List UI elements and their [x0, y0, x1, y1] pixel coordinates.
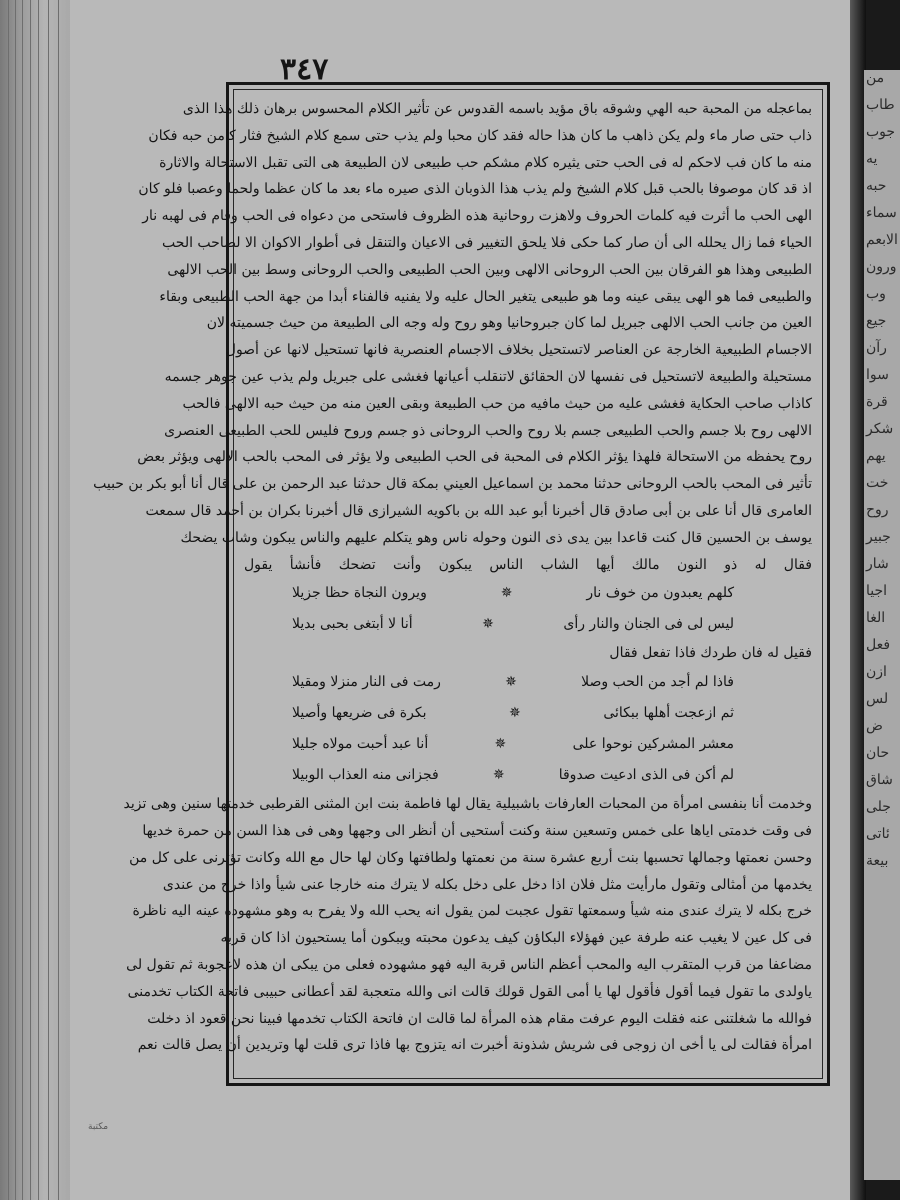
- facing-page-fragment: من: [866, 70, 885, 86]
- hemistich-right: معشر المشركين نوحوا على: [572, 736, 734, 753]
- body-paragraph-top: [93, 96, 812, 578]
- verse-separator-icon: ✵: [492, 767, 505, 784]
- text-line: بماعجله من المحبة حبه الهي وشوقه باق مؤيد باسمه القدوس عن تأثير الكلام المحسوس برهان ذلك هذا الذى: [182, 101, 812, 117]
- poem-block-1: [244, 578, 812, 640]
- text-line: ياولدى ما تقول فيما أقول فأقول لها يا أمى القول قولك قالت انى والله متعجبة لقد أعطانى حبيبى فاتحة الكتاب تخدمنى: [127, 983, 812, 1000]
- hemistich-right: ليس لى فى الجنان والنار رأى: [563, 616, 734, 633]
- text-line: ذاب حتى صار ماء ولم يكن ذاهب ما كان هذا حاله فقد كان محبا ولم يذب حتى سمع كلام الشيخ فثار كامن حبه فكان: [148, 127, 812, 144]
- text-line: فقال له ذو النون مالك أيها الشاب الناس يبكون وأنت تضحك فأنشأ يقول: [244, 556, 812, 573]
- hemistich-left: رمت فى النار منزلا ومقيلا: [292, 674, 441, 691]
- facing-page-fragment: اجيا: [866, 583, 888, 599]
- text-line: وحسن نعمتها وجمالها تحسبها بنت أربع عشرة سنة من نعمتها ولطافتها وكان لها حال مع الله وكانت تؤثرنى على كل من: [129, 849, 812, 866]
- facing-page-fragment: قرة: [866, 394, 888, 410]
- text-line: الاجسام الطبيعية الخارجة عن العناصر لاتستحيل بخلاف الاجسام العنصرية فانها تستحيل لانها عن أصول: [225, 342, 812, 359]
- text-line: الهى الحب ما أثرت فيه كلمات الحروف ولاهزت روحانية هذه الظروف فاستحى من دعواه فى الحب وقام فى لهبه نار: [142, 208, 812, 225]
- facing-page-fragment: خت: [866, 475, 889, 491]
- facing-page-fragment: وب: [866, 286, 886, 302]
- hemistich-left: أنا لا أبتغى بحبى بديلا: [292, 616, 413, 633]
- facing-page-fragment: سماء: [866, 205, 897, 221]
- hemistich-left: بكرة فى ضريعها وأصيلا: [292, 705, 427, 722]
- facing-page-fragment: ازن: [866, 664, 887, 680]
- text-line: فى وقت خدمتى اياها على خمس وتسعين سنة وكنت أستحيى أن أنظر الى وجهها وهى فى هذا السن من حمرة خديها: [142, 822, 812, 839]
- text-line: يوسف بن الحسين قال كنت قاعدا بين يدى ذى النون وحوله ناس وهو يتكلم عليهم والناس يبكون وشاب يضحك: [180, 529, 812, 546]
- text-line: امرأة فقالت لى يا أخى ان زوجى فى شريش شذونة أخبرت انه يتزوج بها فاذا ترى قلت لها وتريدين أن يصل قالت نعم: [137, 1037, 812, 1054]
- facing-page-fragment: الابعم: [866, 232, 898, 248]
- text-line: مضاعفا من قرب المتقرب اليه والمحب أعظم الناس قربة اليه فهو مشهوده فعلى من يبكى ان هذه لاعجوبة ثم تقول لى: [126, 956, 812, 973]
- poem-verse: [244, 760, 812, 791]
- facing-page-fragment: روح: [866, 502, 889, 518]
- text-line: خرج بكله لا يترك عندى منه شيأ وسمعتها تقول عجبت لمن يقول انه يحب الله ولا يفرح به وهو مشهوده عينه اليه ناظرة: [132, 903, 812, 920]
- body-paragraph-bottom: [123, 791, 812, 1059]
- text-line: يخدمها من أمثالى وتقول مارأيت مثل فلان اذا دخل على دخل بكله لا يترك منه خارجا عنى شيأ واذا خرج من عندى: [162, 876, 812, 893]
- text-line: الالهى روح بلا جسم والحب الطبيعى جسم بلا روح والحب الروحانى ذو جسم وروح فليس للحب الطبيعى العنصرى: [164, 422, 812, 439]
- hemistich-left: أنا عبد أحبت مولاه جليلا: [292, 736, 429, 753]
- text-line: اذ قد كان موصوفا بالحب قبل كلام الشيخ ولم يذب هذا الذوبان الذى صيره ماء بعد ما كان عظما ولحما وعصبا فلو كان: [138, 181, 812, 198]
- facing-page-fragment: فعل: [866, 637, 891, 653]
- hemistich-left: ويرون النجاة حظا جزيلا: [292, 585, 427, 602]
- facing-page-fragment: رآن: [866, 340, 887, 356]
- text-line: كاذاب صاحب الحكاية فغشى عليه من حيث مافيه من حب الطبيعة وبقى العين منه من حيث حبه الالهى فالحب: [182, 395, 812, 412]
- text-line: مستحيلة والطبيعة لاتستحيل فى نفسها لان الحقائق لاتنقلب أعيانها فغشى على جبريل ولم يذب عين جوهر جسمه: [164, 368, 812, 385]
- verse-separator-icon: ✵: [482, 616, 494, 633]
- text-line: الحياء فما زال يحلله الى أن صار كما حكى فلا يلحق التغيير فى الاعيان والتنقل فى أطوار الاكوان الا لصاحب الحب: [162, 234, 812, 251]
- text-frame: [93, 82, 830, 1086]
- text-line: والطبيعى فما هو الهى يبقى عينه وما هو طبيعى يتغير الحال عليه ولا يفنيه فالفناء أبدا من جهة الحب الطبيعى وبقاء: [159, 288, 812, 305]
- text-line: روح يحفظه من الاستحالة فلهذا يؤثر الكلام فى المحبة فى الحب الطبيعى ولا يؤثر فى المحب بالحب الالهى ويؤثر بعض: [137, 449, 812, 466]
- facing-page-fragment: شكر: [866, 421, 894, 437]
- facing-page-fragment: يه: [866, 151, 878, 167]
- facing-page-fragment: يهم: [866, 448, 886, 464]
- verse-separator-icon: ✵: [509, 705, 521, 722]
- verse-separator-icon: ✵: [505, 674, 517, 691]
- text-line: تأثير فى المحب بالحب الروحانى حدثنا محمد بن اسماعيل العيني بمكة قال حدثنا عبد الرحمن بن على قال أنا أبو بكر بن حبيب: [93, 476, 812, 493]
- text-block: [93, 89, 823, 1079]
- hemistich-right: فاذا لم أجد من الحب وصلا: [581, 674, 734, 691]
- text-line: منه ما كان فب لاحكم له فى الحب حتى يثيره كلام مشكم حب طبيعى لان الطبيعة هى التى تقبل الاستحالة والاثارة: [159, 154, 812, 171]
- facing-page-fragment: طاب: [866, 97, 895, 113]
- text-line: العامرى قال أنا على بن أبى صادق قال أخبرنا أبو عبد الله بن باكويه الشيرازى قال أخبرنا بكران بن أحمد قال سمعت: [145, 502, 812, 519]
- facing-page-fragment: جيع: [866, 313, 887, 329]
- page-stack-edge: [0, 0, 70, 1200]
- facing-page-fragment: ض: [866, 718, 883, 734]
- facing-page-fragment: جلى: [866, 799, 891, 815]
- hemistich-left: فجزانى منه العذاب الوبيلا: [292, 767, 439, 784]
- facing-page-fragment: شار: [866, 556, 889, 572]
- facing-page-fragment: الغا: [866, 610, 886, 626]
- hemistich-right: ثم ازعجت أهلها ببكائى: [603, 705, 734, 722]
- facing-page-fragment: ئاتى: [866, 826, 890, 842]
- poem-block-2: [244, 667, 812, 791]
- verse-separator-icon: ✵: [494, 736, 507, 753]
- facing-page-fragment: سوا: [866, 367, 889, 383]
- poem-verse: [244, 667, 812, 698]
- text-line: فى كل عين لا يغيب عنه طرفة عين فهؤلاء البكاؤن كيف يدعون محبته ويبكون أما يستحيون اذا كان قربه: [220, 930, 812, 947]
- text-line: العين من جانب الحب الالهى جبريل لما كان جبروحانيا وهو روح وله وجه الى الطبيعة من حيث جسميته لان: [206, 315, 812, 332]
- library-stamp: مكتبة: [88, 1122, 109, 1132]
- facing-page-fragment: شاق: [866, 772, 893, 788]
- facing-page-fragment: بيعة: [866, 853, 889, 869]
- transition-line: فقيل له فان طردك فاذا تفعل فقال: [609, 645, 812, 662]
- poem-verse: [244, 609, 812, 640]
- poem-verse: [244, 578, 812, 609]
- facing-page-fragment: لس: [866, 691, 889, 707]
- hemistich-right: كلهم يعبدون من خوف نار: [586, 585, 734, 602]
- poem-verse: [244, 698, 812, 729]
- facing-page-fragment: جبير: [866, 529, 891, 545]
- facing-page-fragment: جوب: [866, 124, 896, 140]
- poem-verse: [244, 729, 812, 760]
- verse-separator-icon: ✵: [500, 585, 513, 602]
- facing-page-fragment: ورون: [866, 259, 897, 275]
- text-line: الطبيعى وهذا هو الفرقان بين الحب الروحانى الالهى وبين الحب الطبيعى والحب الروحانى وسط بين الحب الالهى: [167, 261, 812, 278]
- facing-page-edge: [864, 70, 900, 1180]
- text-line: فوالله ما شغلتنى عنه فقلت اليوم عرفت مقام هذه المرأة لما قالت ان فاتحة الكتاب تخدمها فبينا نحن قعود اذ دخلت: [147, 1010, 812, 1027]
- page-number: ٣٤٧: [280, 52, 329, 87]
- text-line: وخدمت أنا بنفسى امرأة من المحبات العارفات باشبيلية يقال لها فاطمة بنت ابن المثنى القرطبى خدمتها سنين وهى تزيد: [123, 796, 812, 813]
- hemistich-right: لم أكن فى الذى ادعيت صدوقا: [558, 767, 734, 784]
- facing-page-fragment: حان: [866, 745, 890, 761]
- facing-page-fragment: حبه: [866, 178, 887, 194]
